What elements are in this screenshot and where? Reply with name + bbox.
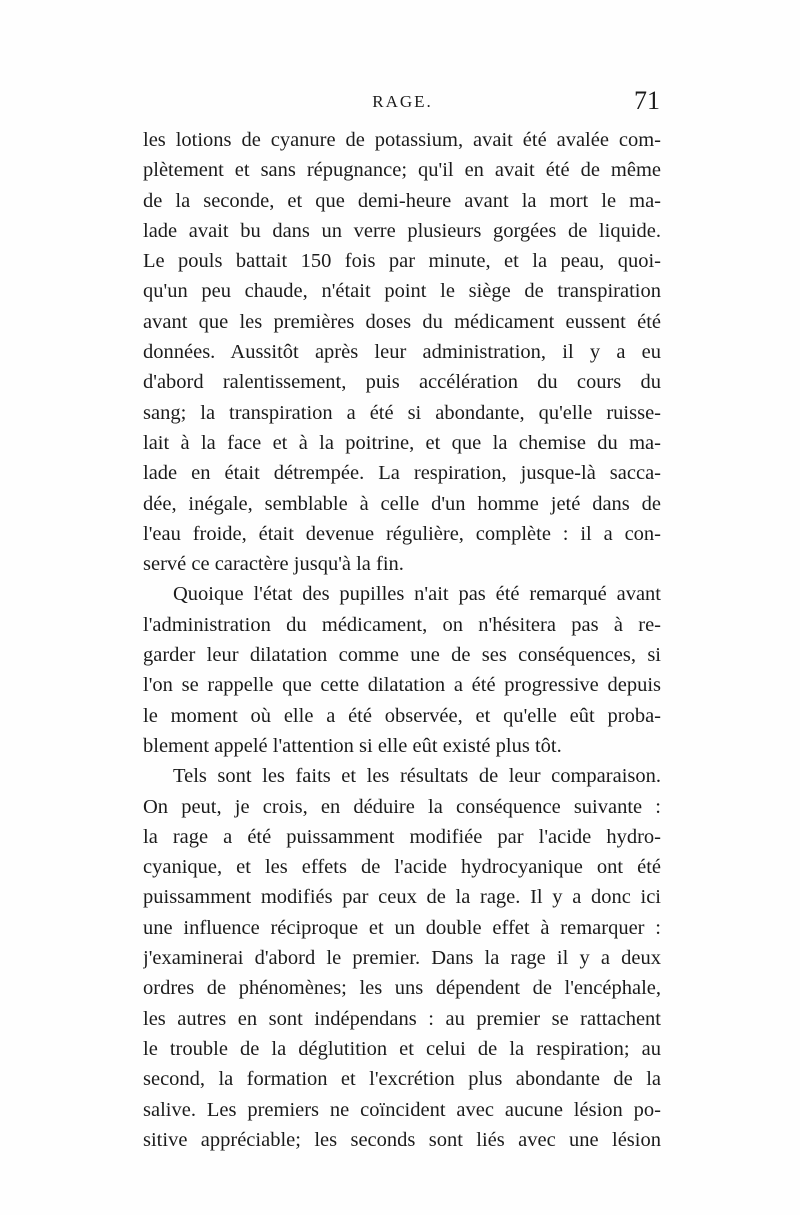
- text-line: cyanique, et les effets de l'acide hydrocyanique ont été: [143, 856, 661, 879]
- paragraph-2: [143, 579, 661, 761]
- text-line: Le pouls battait 150 fois par minute, et la peau, quoi-: [143, 250, 661, 273]
- text-line: servé ce caractère jusqu'à la fin.: [143, 553, 404, 576]
- text-line: une influence réciproque et un double effet à remarquer :: [143, 916, 661, 939]
- text-line: données. Aussitôt après leur administration, il y a eu: [143, 341, 661, 364]
- running-title: RAGE.: [372, 92, 433, 111]
- text-line: ordres de phénomènes; les uns dépendent de l'encéphale,: [143, 977, 661, 1000]
- text-line: j'examinerai d'abord le premier. Dans la rage il y a deux: [143, 947, 661, 970]
- text-line: puissamment modifiés par ceux de la rage. Il y a donc ici: [143, 886, 661, 909]
- running-head: [145, 86, 660, 122]
- page-number: 71: [634, 86, 660, 115]
- body-text: [143, 125, 661, 1155]
- text-line: blement appelé l'attention si elle eût existé plus tôt.: [143, 734, 562, 757]
- paragraph-1: [143, 125, 661, 579]
- paragraph-3: [143, 761, 661, 1155]
- text-line: dée, inégale, semblable à celle d'un homme jeté dans de: [143, 492, 661, 515]
- text-line: les autres en sont indépendans : au premier se rattachent: [143, 1007, 661, 1030]
- text-line: les lotions de cyanure de potassium, avait été avalée com-: [143, 129, 661, 151]
- text-line: sitive appréciable; les seconds sont liés avec une lésion: [143, 1128, 661, 1151]
- text-line: Tels sont les faits et les résultats de leur comparaison.: [173, 765, 661, 788]
- text-line: lade avait bu dans un verre plusieurs gorgées de liquide.: [143, 219, 661, 242]
- text-line: Quoique l'état des pupilles n'ait pas été remarqué avant: [173, 583, 661, 606]
- text-line: lade en était détrempée. La respiration, jusque-là sacca-: [143, 462, 661, 485]
- text-line: de la seconde, et que demi-heure avant la mort le ma-: [143, 189, 661, 212]
- text-line: le moment où elle a été observée, et qu'elle eût proba-: [143, 704, 661, 727]
- text-line: d'abord ralentissement, puis accélération du cours du: [143, 371, 661, 394]
- text-line: salive. Les premiers ne coïncident avec aucune lésion po-: [143, 1098, 661, 1121]
- text-line: lait à la face et à la poitrine, et que la chemise du ma-: [143, 431, 661, 454]
- text-line: la rage a été puissamment modifiée par l'acide hydro-: [143, 825, 661, 848]
- text-line: l'administration du médicament, on n'hésitera pas à re-: [143, 613, 661, 636]
- text-line: l'on se rappelle que cette dilatation a été progressive depuis: [143, 674, 661, 697]
- text-line: l'eau froide, était devenue régulière, complète : il a con-: [143, 522, 661, 545]
- text-line: plètement et sans répugnance; qu'il en avait été de même: [143, 159, 661, 182]
- text-line: On peut, je crois, en déduire la conséquence suivante :: [143, 795, 661, 818]
- text-line: qu'un peu chaude, n'était point le siège de transpiration: [143, 280, 661, 303]
- text-line: garder leur dilatation comme une de ses conséquences, si: [143, 644, 661, 667]
- text-line: le trouble de la déglutition et celui de la respiration; au: [143, 1037, 661, 1060]
- text-line: avant que les premières doses du médicament eussent été: [143, 310, 661, 333]
- text-line: second, la formation et l'excrétion plus abondante de la: [143, 1068, 661, 1091]
- text-line: sang; la transpiration a été si abondante, qu'elle ruisse-: [143, 401, 661, 424]
